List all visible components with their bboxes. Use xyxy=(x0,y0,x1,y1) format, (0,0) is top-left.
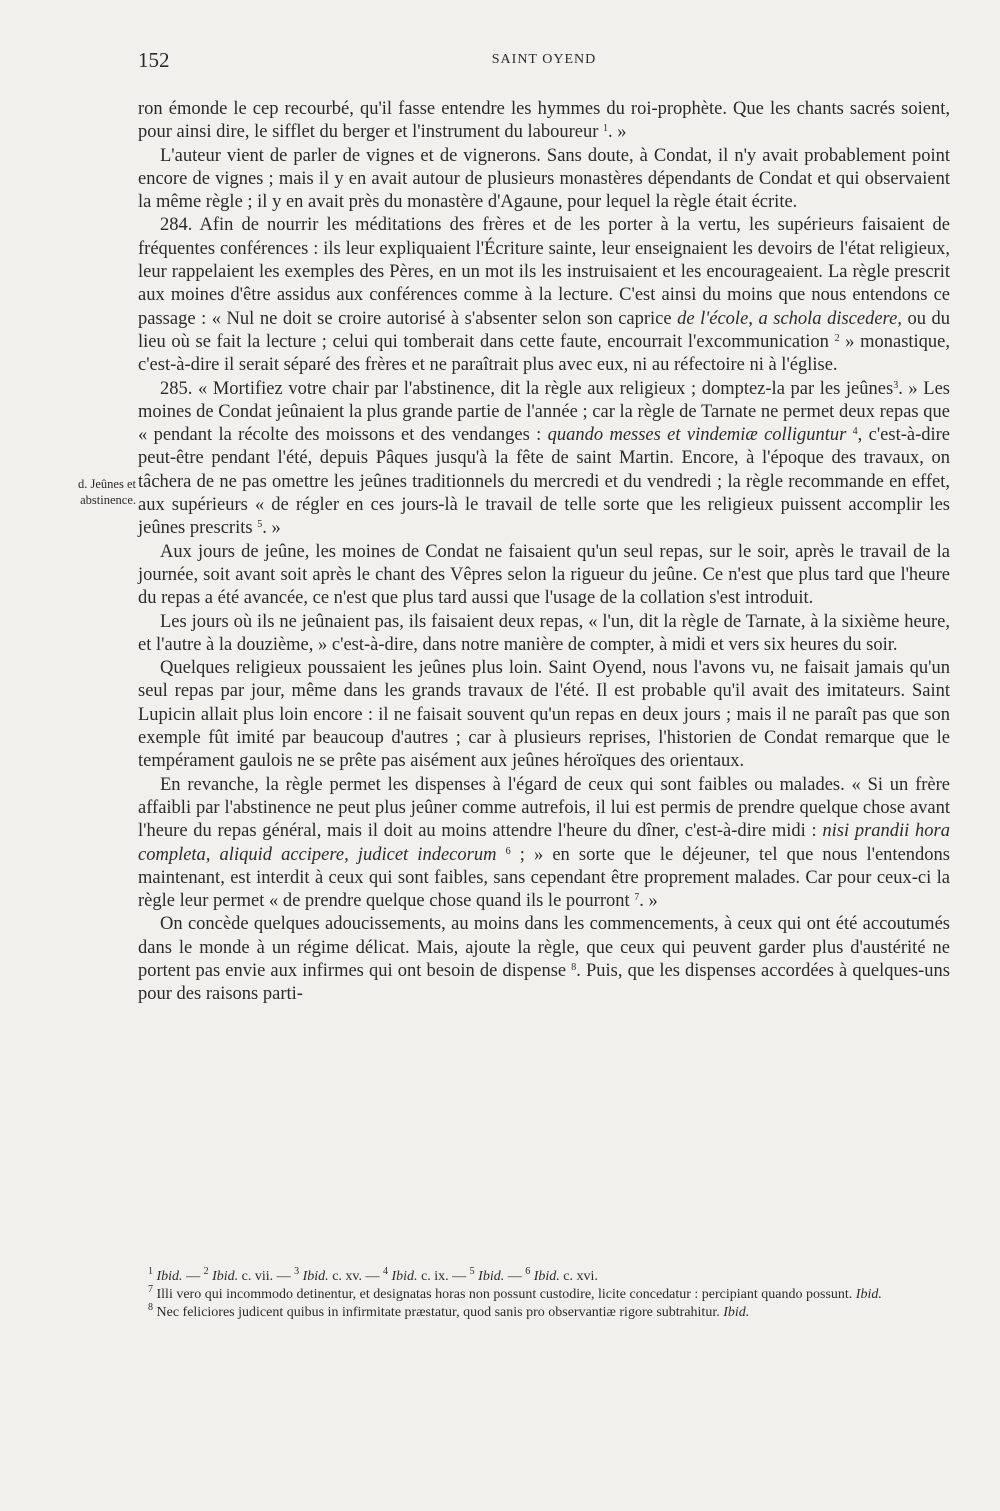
text: On concède quelques adoucissements, au moins dans les commencements, à ceux qui ont été accoutumés dans le monde à un régime délicat. Mais, ajoute la règle, que ceux qui peuvent garder plus d'austérité ne portent pas envie aux infirmes qui ont besoin de dispense xyxy=(138,914,950,981)
text: . Puis, que les dispenses accordées à quelques-uns pour des raisons parti- xyxy=(138,960,950,1005)
text: c. xv. xyxy=(328,1269,362,1284)
text: c. ix. xyxy=(417,1269,449,1284)
footnote xyxy=(138,1304,950,1322)
paragraph xyxy=(138,98,950,145)
text: ron émonde le cep recourbé, qu'il fasse entendre les hymmes du roi-prophète. Que les chants sacrés soient, pour ainsi dire, le sifflet du berger et l'instrument du laboureur xyxy=(138,99,950,143)
text: . » xyxy=(262,518,281,539)
body-text xyxy=(138,98,950,1007)
text: . » xyxy=(639,891,658,912)
text: ou du lieu où se fait la lecture ; celui qui tomberait dans cette faute, encourrait l'excommunication xyxy=(138,308,951,352)
text: ; » en sorte que le déjeuner, tel que nous l'entendons maintenant, est interdit à ceux qui sont faibles, sans cependant être proprement malades. Car pour ceux-ci la règle leur permet « de prendre quelque chose quand ils le pourront xyxy=(138,844,950,912)
margin-note-line: d. Jeûnes et xyxy=(78,477,136,491)
footnote-number: 5 xyxy=(469,1266,475,1277)
text: — xyxy=(448,1269,470,1284)
footnote-number: 3 xyxy=(294,1266,300,1277)
text: » monastique, c'est-à-dire il serait séparé des frères et ne paraîtrait plus avec eux, ni au réfectoire ni à l'église. xyxy=(138,331,951,376)
text: Nec feliciores judicent quibus in infirmitate præstatur, quod sanis pro observantiæ rigore subtrahitur. xyxy=(156,1305,720,1320)
italic-text: nisi prandii hora completa, aliquid accipere, judicet indecorum xyxy=(138,821,950,865)
margin-note xyxy=(18,476,136,508)
footnote-ref: 7 xyxy=(634,892,640,904)
text: . » xyxy=(608,122,627,143)
paragraph xyxy=(138,774,950,914)
text: , c'est-à-dire peut-être pendant l'été, depuis Pâques jusqu'à la fête de saint Martin. Encore, à l'époque des travaux, on tâchera de ne pas omettre les jeûnes traditionnels du mercredi et du vendredi ; la règle recommande en effet, aux supérieurs « de régler en ces jours-là le travail de telle sorte que les religieux puissent accomplir les jeûnes prescrits xyxy=(138,425,951,539)
footnote xyxy=(138,1286,950,1304)
footnote-number: 4 xyxy=(383,1266,388,1277)
italic-text: Ibid. xyxy=(855,1287,882,1302)
footnotes xyxy=(138,1268,950,1322)
footnote-number: 1 xyxy=(148,1266,153,1277)
italic-text: Ibid. xyxy=(478,1269,505,1284)
footnote-number: 7 xyxy=(148,1284,153,1295)
italic-text: Ibid. xyxy=(212,1269,239,1284)
text: — xyxy=(504,1269,526,1284)
text: En revanche, la règle permet les dispenses à l'égard de ceux qui sont faibles ou malades. « Si un frère affaibli par l'abstinence ne peut plus jeûner comme autrefois, il lui est permis de prendre quelque chose avant l'heure du repas général, mais il doit au moins attendre l'heure du dîner, c'est-à-dire midi : xyxy=(138,774,950,842)
italic-text: de l'école, a schola discedere, xyxy=(677,308,902,329)
footnote-ref: 3 xyxy=(893,379,899,391)
footnote-number: 8 xyxy=(148,1302,153,1313)
text: c. vii. xyxy=(238,1269,274,1284)
footnote-number: 2 xyxy=(203,1266,209,1277)
text: — xyxy=(362,1269,383,1284)
running-title: SAINT OYEND xyxy=(491,52,597,67)
footnote-ref: 1 xyxy=(603,123,609,135)
page-number: 152 xyxy=(138,48,170,72)
italic-text: Ibid. xyxy=(723,1305,750,1320)
text: c. xvi. xyxy=(559,1269,598,1284)
footnote-ref: 8 xyxy=(571,961,577,973)
footnote-ref: 6 xyxy=(505,845,511,857)
text: 285. « Mortifiez votre chair par l'abstinence, dit la règle aux religieux ; domptez-la par les jeûnes xyxy=(160,378,894,399)
italic-text: Ibid. xyxy=(391,1269,418,1284)
text: — xyxy=(182,1269,204,1284)
footnote-number: 6 xyxy=(525,1266,531,1277)
footnote-ref: 2 xyxy=(834,332,840,344)
italic-text: Ibid. xyxy=(156,1269,183,1284)
paragraph: Quelques religieux poussaient les jeûnes plus loin. Saint Oyend, nous l'avons vu, ne faisait jamais qu'un seul repas par jour, même dans les grands travaux de l'été. Il est probable qu'il avait des imitateurs. Saint Lupicin allait plus loin encore : il ne faisait souvent qu'un repas en deux jours ; mais il ne paraît pas que son exemple fût imité par beaucoup d'autres ; car à plusieurs reprises, l'historien de Condat remarque que le tempérament gaulois ne se prête pas aisément aux jeûnes héroïques des orientaux. xyxy=(138,658,950,772)
text: . » Les moines de Condat jeûnaient la plus grande partie de l'année ; car la règle de Tarnate ne permet deux repas que « pendant la récolte des moissons et des vendanges : xyxy=(138,378,950,446)
italic-text: Ibid. xyxy=(533,1269,560,1284)
paragraph xyxy=(138,913,950,1006)
text: — xyxy=(273,1269,295,1284)
italic-text: quando messes et vindemiæ colliguntur xyxy=(547,425,847,446)
paragraph: L'auteur vient de parler de vignes et de vignerons. Sans doute, à Condat, il n'y avait probablement point encore de vignes ; mais il y en avait autour de plusieurs monastères dépendants de Condat et qui observaient la même règle ; il y en avait près du monastère d'Agaune, pour lequel la règle était écrite. xyxy=(138,145,950,213)
page-header xyxy=(138,48,950,74)
text: 284. Afin de nourrir les méditations des frères et de les porter à la vertu, les supérieurs faisaient de fréquentes conférences : ils leur expliquaient l'Écriture sainte, leur enseignaient les devoirs de l'état religieux, leur rappelaient les exemples des Pères, en un mot ils les instruisaient et les encourageaient. La règle prescrit aux moines d'être assidus aux conférences comme à la lecture. C'est ainsi du moins que nous entendons ce passage : « Nul ne doit se croire autorisé à s'absenter selon son caprice xyxy=(138,215,950,329)
footnote-ref: 4 xyxy=(852,426,858,438)
footnote-ref: 5 xyxy=(257,519,263,531)
paragraph: Les jours où ils ne jeûnaient pas, ils faisaient deux repas, « l'un, dit la règle de Tarnate, à la sixième heure, et l'autre à la douzième, » c'est-à-dire, dans notre manière de compter, à midi et vers six heures du soir. xyxy=(138,611,950,655)
paragraph xyxy=(138,214,950,377)
paragraph xyxy=(138,378,950,541)
margin-note-line: abstinence. xyxy=(80,493,136,507)
italic-text: Ibid. xyxy=(302,1269,329,1284)
text: Illi vero qui incommodo detinentur, et designatas horas non possunt custodire, licite concedatur : percipiant quando possunt. xyxy=(156,1287,853,1302)
paragraph: Aux jours de jeûne, les moines de Condat ne faisaient qu'un seul repas, sur le soir, après le travail de la journée, soit avant soit après le chant des Vêpres selon la rigueur du jeûne. Ce n'est que plus tard que l'heure du repas a été avancée, ce n'est que plus tard aussi que l'usage de la collation s'est introduit. xyxy=(138,541,950,609)
footnote xyxy=(138,1268,950,1286)
